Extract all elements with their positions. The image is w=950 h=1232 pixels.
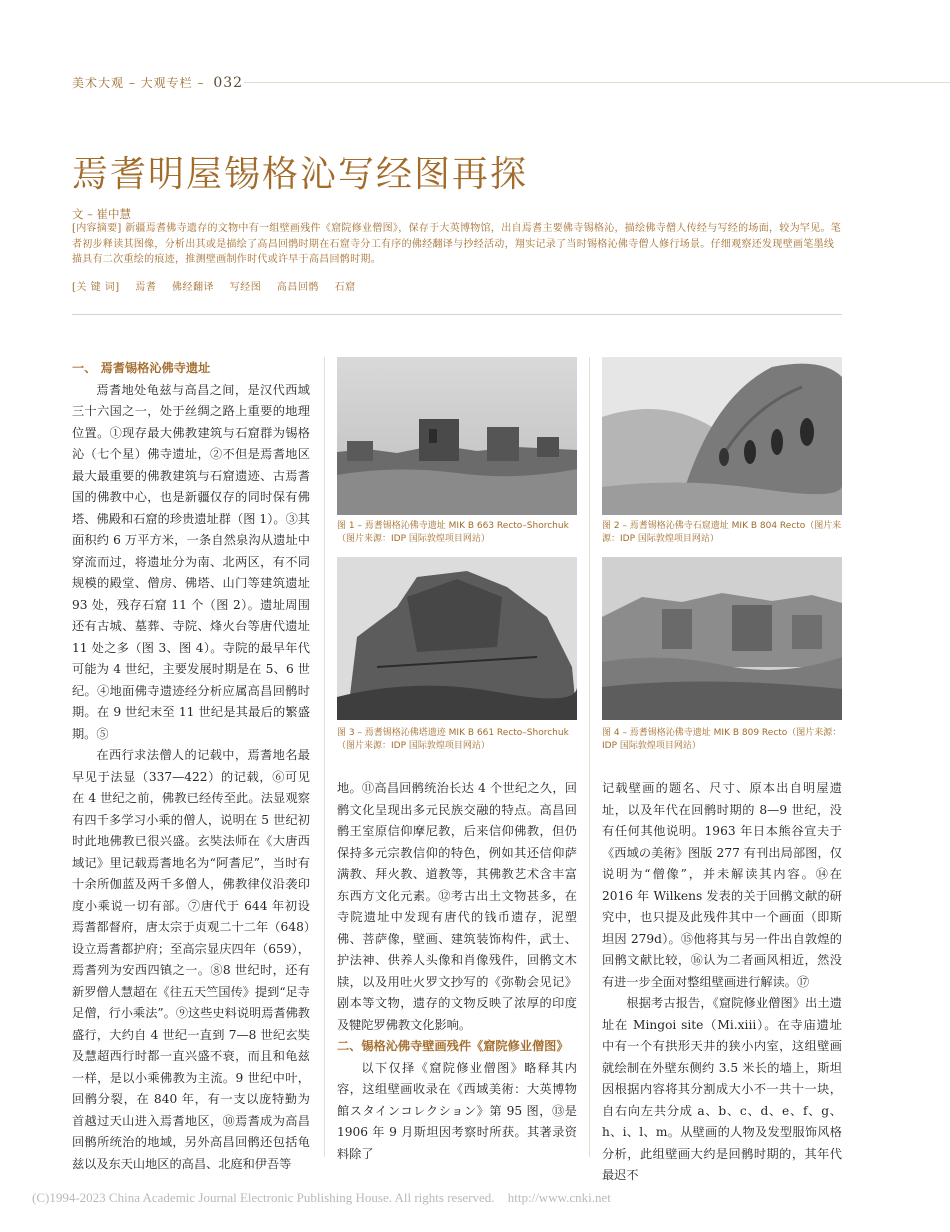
paragraph: 记载壁画的题名、尺寸、原本出自明屋遗址，以及年代在回鹘时期的 8—9 世纪，没有任何其他说明。1963 年日本熊谷宣夫于《西域の美術》图版 277 有刊出局部图，仅说明为“僧像”，并未解读其内容。⑭在 2016 年 Wilkens 发表的关于回鹘文献的研究中，也只提及此残件其中一个画面（即斯坦因 279d）。⑮他将其与另一件出自敦煌的回鹘文献比较，⑯认为二者画风相近，然没有进一步全面对整组壁画进行解读。⑰ [602,781,842,989]
paragraph: 根据考古报告，《窟院修业僧图》出土遗址在 Mingoi site（Mi.xiii）。在寺庙遗址中有一个有拱形天井的狭小内室，这组壁画就绘制在外壁东侧约 3.5 米长的墙上，斯坦因根据内容将其分割成大小不一共十一块，自右向左共分成 a、b、c、d、e、f、g、h、i、l、m。从壁画的人物及发型服饰风格分析，此组壁画大约是回鹘时期的，其年代最迟不 [602,996,842,1182]
abstract [72,221,842,268]
figure-3-caption: 图 3 – 焉耆锡格沁佛塔遗迹 MIK B 661 Recto–Shorchuk（图片来源：IDP 国际敦煌项目网站） [337,728,569,751]
section-heading-2: 二、锡格沁佛寺壁画残件《窟院修业僧图》 [337,1039,569,1053]
keyword: 高昌回鹘 [276,282,319,293]
keyword: 石窟 [334,282,356,293]
figure-4-caption: 图 4 – 焉耆锡格沁佛寺遗址 MIK B 809 Recto（图片来源：IDP 国际敦煌项目网站） [602,728,842,751]
figure-2-photo [602,357,842,515]
figure-1-caption: 图 1 – 焉耆锡格沁佛寺遗址 MIK B 663 Recto–Shorchuk（图片来源：IDP 国际敦煌项目网站） [337,521,569,544]
keyword: 佛经翻译 [172,282,215,293]
abstract-tag: [内容摘要] [72,223,122,234]
running-header: 美术大观 – 大观专栏 – 032 [72,75,244,91]
keyword: 焉耆 [135,282,157,293]
text-column-3 [602,778,842,1187]
copyright-footer [32,1190,611,1206]
column-rule [324,357,325,1157]
column-rule [589,357,590,1157]
paragraph: 在西行求法僧人的记载中，焉耆地名最早见于法显（337—422）的记载，⑥可见在 4 世纪之前，佛教已经传至此。法显观察有四千多学习小乘的僧人，说明在 5 世纪初时此地佛教已很兴盛。玄奘法师在《大唐西域记》里记载焉耆地名为“阿耆尼”，当时有十余所伽蓝及两千多僧人，佛教律仪沿袭印度小乘说一切有部。⑦唐代于 644 年初设焉耆都督府，唐太宗于贞观二十二年（648）设立焉耆都护府；至高宗显庆四年（659），焉耆列为安西四镇之一。⑧8 世纪时，还有新罗僧人慧超在《往五天竺国传》提到“足寺足僧，行小乘法”。⑨这些史料说明焉耆佛教盛行，大约自 4 世纪一直到 7—8 世纪玄奘及慧超西行时都一直兴盛不衰，而且和龟兹一样，是以小乘佛教为主流。9 世纪中叶，回鹘分裂，在 840 年，有一支以庞特勤为首越过天山进入焉耆地区，⑩焉耆成为高昌回鹘所统治的地域，另外高昌回鹘还包括龟兹以及东天山地区的高昌、北庭和伊吾等 [72,748,310,1171]
paragraph: 地。⑪高昌回鹘统治长达 4 个世纪之久，回鹘文化呈现出多元民族交融的特点。高昌回鹘王室原信仰摩尼教，后来信仰佛教，但仍保持多元宗教信仰的特色，例如其还信仰萨满教、拜火教、道教等，其佛教艺术含丰富东西方文化元素。⑫考古出土文物甚多，在寺院遗址中发现有唐代的钱币遗存，泥塑佛、菩萨像，壁画、建筑装饰构件，武士、护法神、供养人头像和肖像残件，回鹘文木牍，以及用吐火罗文抄写的《弥勒会见记》剧本等文物，遗存的文物反映了浓厚的印度及犍陀罗佛教文化影响。 [337,781,577,1032]
paragraph: 以下仅择《窟院修业僧图》略释其内容，这组壁画收录在《西域美術：大英博物館スタインコレクション》第 95 图，⑬是 1906 年 9 月斯坦因考察时所获。其著录资料除了 [337,1060,577,1161]
header-rule [244,82,950,83]
figure-2-caption: 图 2 – 焉耆锡格沁佛寺石窟遗址 MIK B 804 Recto（图片来源：IDP 国际敦煌项目网站） [602,521,842,544]
text-column-1 [72,358,310,1175]
keyword: 写经图 [229,282,262,293]
text-column-2 [337,778,577,1165]
keywords-tag: [关 键 词] [72,282,120,293]
author-line: 文 – 崔中慧 [72,207,132,221]
abstract-text: 新疆焉耆佛寺遗存的文物中有一组壁画残件《窟院修业僧图》，保存于大英博物馆，出自焉耆主要佛寺锡格沁，描绘佛寺僧人传经与写经的场面，较为罕见。笔者初步释读其图像，分析出其或是描绘了高昌回鹘时期在石窟寺分工有序的佛经翻译与抄经活动，翔实记录了当时锡格沁佛寺僧人修行场景。仔细观察还发现壁画笔墨线描具有二次重绘的痕迹，推测壁画制作时代或许早于高昌回鹘时期。 [72,223,842,265]
footer-url: http://www.cnki.net [507,1190,611,1205]
figure-1-photo [337,357,577,515]
section-heading-1: 一、 焉耆锡格沁佛寺遗址 [72,361,211,375]
journal-name: 美术大观 [72,76,125,90]
article-title: 焉耆明屋锡格沁写经图再探 [72,154,529,195]
section-divider [72,314,842,315]
column-name: 大观专栏 [140,76,193,90]
keywords [72,278,356,293]
figure-3-photo [337,557,577,720]
copyright-text: (C)1994-2023 China Academic Journal Electronic Publishing House. All rights reserved. [32,1190,495,1205]
page-number: 032 [213,75,244,91]
figure-4-photo [602,557,842,720]
paragraph: 焉耆地处龟兹与高昌之间，是汉代西域三十六国之一，处于丝绸之路上重要的地理位置。①现存最大佛教建筑与石窟群为锡格沁（七个星）佛寺遗址，②不但是焉耆地区最大最重要的佛教建筑与石窟遗迹、古焉耆国的佛教中心，也是新疆仅存的同时保有佛塔、佛殿和石窟的珍贵遗址群（图 1）。③其面积约 6 万平方米，一条自然泉沟从遗址中穿流而过，将遗址分为南、北两区，有不同规模的殿堂、僧房、佛塔、山门等建筑遗址 93 处，残存石窟 11 个（图 2）。遗址周围还有古城、墓葬、寺院、烽火台等唐代遗址 11 处之多（图 3、图 4）。寺院的最早年代可能为 4 世纪，主要发展时期是在 5、6 世纪。④地面佛寺遗迹经分析应属高昌回鹘时期。在 9 世纪末至 11 世纪是其最后的繁盛期。⑤ [72,382,310,741]
